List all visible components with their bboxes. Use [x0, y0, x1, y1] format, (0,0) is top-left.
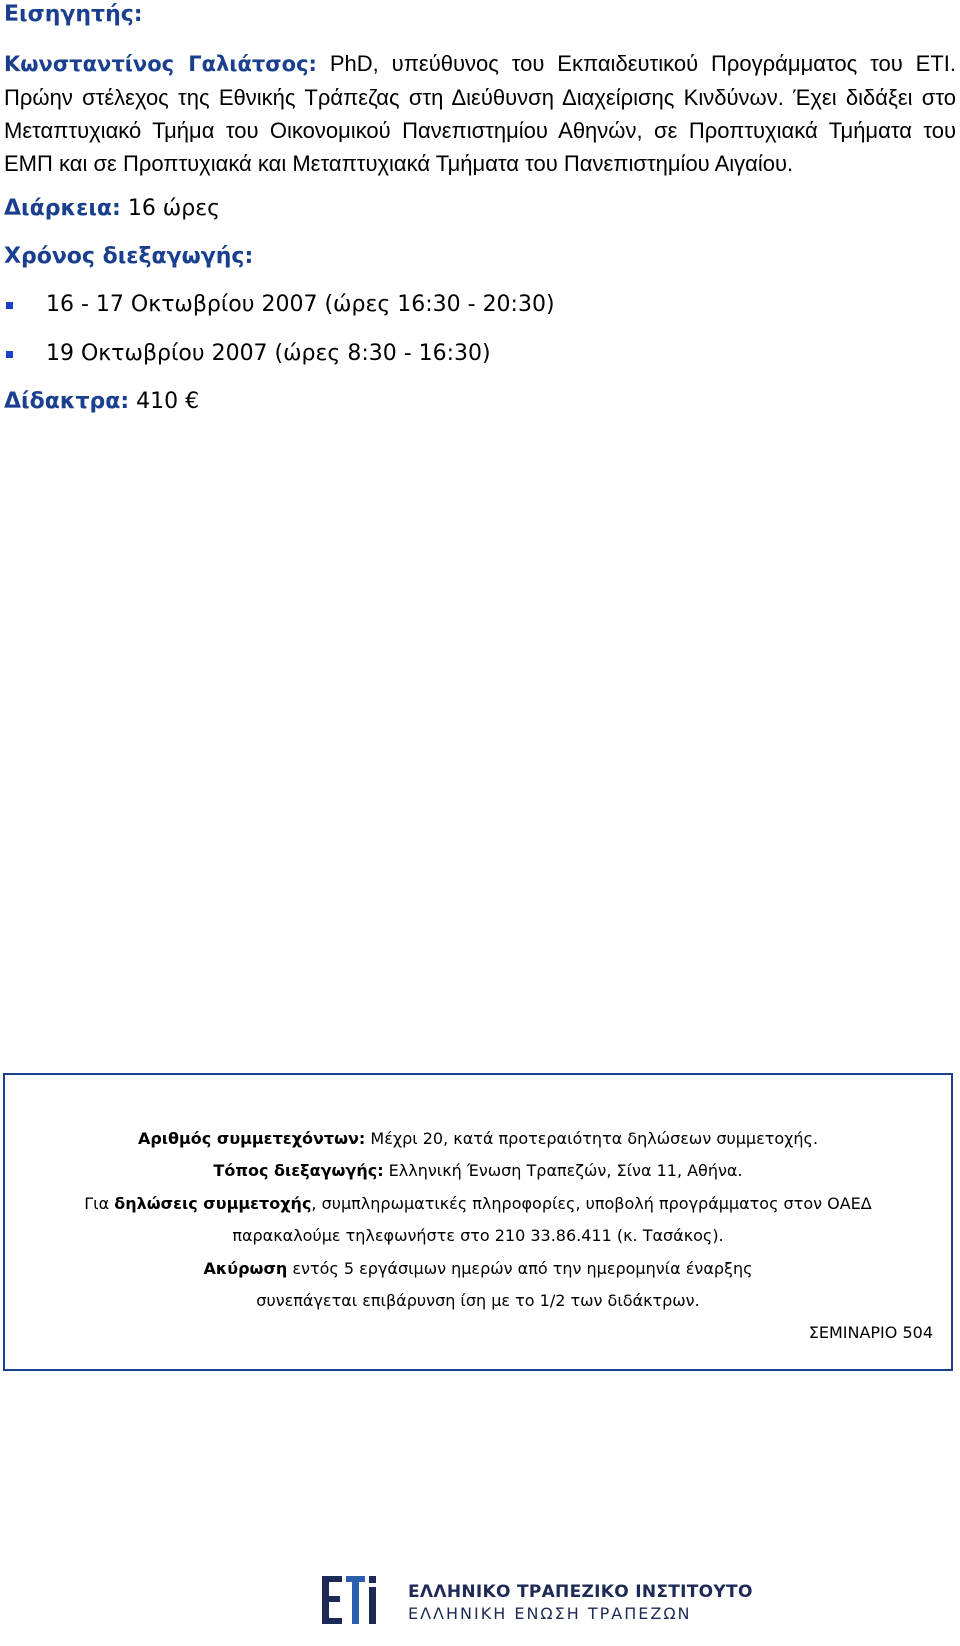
speaker-bio: [4, 47, 956, 180]
eti-logo: [316, 1568, 753, 1628]
cancellation-line: [5, 1259, 951, 1278]
schedule-label: Χρόνος διεξαγωγής:: [4, 244, 254, 269]
square-bullet-icon: [6, 351, 13, 358]
logo-line-2: ΕΛΛΗΝΙΚΗ ΕΝΩΣΗ ΤΡΑΠΕΖΩΝ: [408, 1604, 692, 1623]
eti-logo-mark-icon: [316, 1568, 384, 1628]
cancellation-rest: εντός 5 εργάσιμων ημερών από την ημερομηνία έναρξης: [287, 1259, 753, 1278]
seminar-code: ΣΕΜΙΝΑΡΙΟ 504: [808, 1323, 933, 1342]
schedule-item-text: 19 Οκτωβρίου 2007 (ώρες 8:30 - 16:30): [46, 341, 491, 366]
fees-value: 410 €: [129, 389, 200, 414]
cancellation-line-2: συνεπάγεται επιβάρυνση ίση με το 1/2 των διδάκτρων.: [256, 1291, 700, 1310]
duration-value: 16 ώρες: [120, 196, 220, 221]
speaker-name: Κωνσταντίνος Γαλιάτσος:: [4, 52, 317, 76]
info-box: [3, 1073, 953, 1371]
fees-line: [4, 389, 199, 414]
registration-prefix: Για: [84, 1194, 115, 1213]
fees-label: Δίδακτρα:: [4, 389, 130, 414]
participants-line: [5, 1129, 951, 1148]
registration-bold: δηλώσεις συμμετοχής: [114, 1194, 312, 1213]
venue-line: [5, 1161, 951, 1180]
registration-rest: , συμπληρωματικές πληροφορίες, υποβολή προγράμματος στον ΟΑΕΔ: [311, 1194, 872, 1213]
speaker-bio-text: PhD, υπεύθυνος του Εκπαιδευτικού Προγράμματος του ΕΤΙ. Πρώην στέλεχος της Εθνικής Τράπεζας στη Διεύθυνση Διαχείρισης Κινδύνων. Έχει διδάξει στο Μεταπτυχιακό Τμήμα του Οικονομικού Πανεπιστημίου Αθηνών, σε Προπτυχιακά Τμήματα του ΕΜΠ και σε Προπτυχιακά και Μεταπτυχιακά Τμήματα του Πανεπιστημίου Αιγαίου.: [4, 51, 956, 176]
schedule-item-text: 16 - 17 Οκτωβρίου 2007 (ώρες 16:30 - 20:30): [46, 292, 555, 317]
duration-label: Διάρκεια:: [4, 196, 121, 221]
venue-label: Τόπος διεξαγωγής:: [213, 1161, 384, 1180]
registration-phone-line: παρακαλούμε τηλεφωνήστε στο 210 33.86.411 (κ. Τασάκος).: [232, 1226, 724, 1245]
logo-line-1: ΕΛΛΗΝΙΚΟ ΤΡΑΠΕΖΙΚΟ ΙΝΣΤΙΤΟΥΤΟ: [408, 1582, 753, 1602]
participants-label: Αριθμός συμμετεχόντων:: [137, 1129, 366, 1148]
registration-line: [5, 1194, 951, 1213]
speakers-heading: Εισηγητής:: [4, 2, 143, 27]
square-bullet-icon: [6, 302, 13, 309]
participants-value: Μέχρι 20, κατά προτεραιότητα δηλώσεων συμμετοχής.: [365, 1129, 819, 1148]
cancellation-bold: Ακύρωση: [203, 1259, 288, 1278]
venue-value: Ελληνική Ένωση Τραπεζών, Σίνα 11, Αθήνα.: [383, 1161, 743, 1180]
duration-line: [4, 196, 220, 221]
